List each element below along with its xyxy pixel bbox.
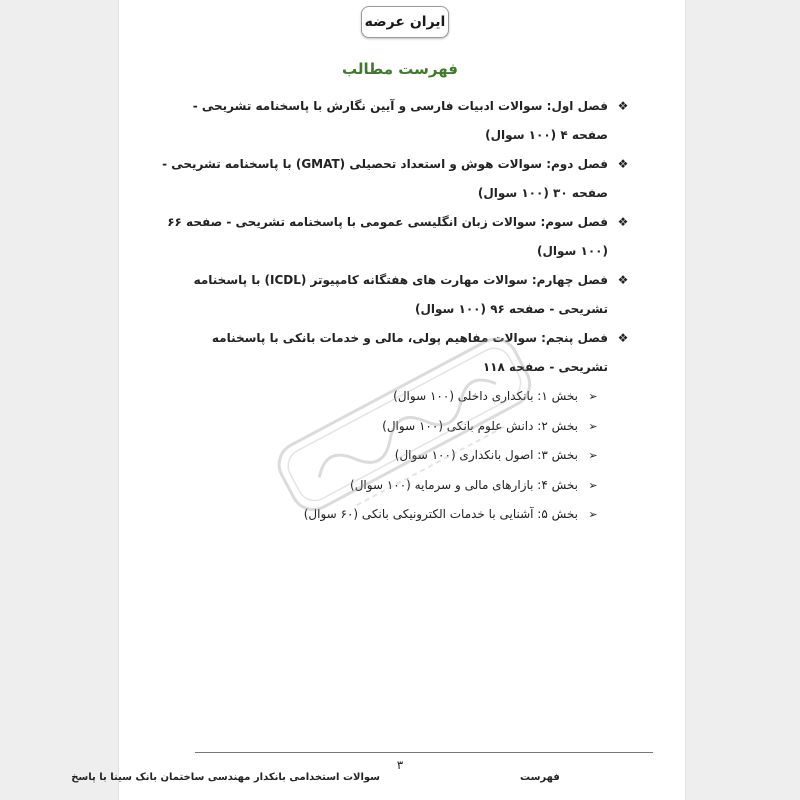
footer-section-label: فهرست — [520, 772, 560, 783]
section-2 — [162, 412, 602, 442]
arrow-bullet-icon: ➢ — [588, 449, 598, 462]
diamond-bullet-icon: ❖ — [617, 215, 629, 229]
section-1 — [162, 382, 602, 412]
section-4 — [162, 471, 602, 501]
chapter-text: فصل دوم: سوالات هوش و استعداد تحصیلی (GMAT) با پاسخنامه تشریحی - صفحه ۳۰ (۱۰۰ سوال) — [162, 157, 608, 200]
section-5 — [162, 500, 602, 530]
chapter-4 — [162, 266, 632, 324]
toc-title: فهرست مطالب — [342, 60, 458, 78]
arrow-bullet-icon: ➢ — [588, 508, 598, 521]
chapter-5 — [162, 324, 632, 382]
chapter-text: فصل سوم: سوالات زبان انگلیسی عمومی با پاسخنامه تشریحی - صفحه ۶۶ (۱۰۰ سوال) — [167, 215, 608, 258]
footer-divider — [195, 752, 653, 753]
diamond-bullet-icon: ❖ — [617, 273, 629, 287]
chapter-2 — [162, 150, 632, 208]
chapter-text: فصل چهارم: سوالات مهارت های هفتگانه کامپیوتر (ICDL) با پاسخنامه تشریحی - صفحه ۹۶ (۱۰۰ سوال) — [193, 273, 608, 316]
chapter-text: فصل اول: سوالات ادبیات فارسی و آیین نگارش با پاسخنامه تشریحی - صفحه ۴ (۱۰۰ سوال) — [192, 99, 608, 142]
logo — [361, 6, 449, 38]
arrow-bullet-icon: ➢ — [588, 390, 598, 403]
table-of-contents — [162, 92, 632, 530]
section-text: بخش ۴: بازارهای مالی و سرمایه (۱۰۰ سوال) — [350, 477, 578, 492]
arrow-bullet-icon: ➢ — [588, 478, 598, 492]
diamond-bullet-icon: ❖ — [617, 157, 629, 171]
arrow-bullet-icon: ➢ — [588, 419, 598, 433]
chapter-3 — [162, 208, 632, 266]
chapter-1 — [162, 92, 632, 150]
logo-text: ایران عرضه — [364, 14, 446, 30]
section-text: بخش ۲: دانش علوم بانکی (۱۰۰ سوال) — [382, 418, 578, 433]
footer-document-title: سوالات استخدامی بانکدار مهندسی ساختمان بانک سینا با پاسخ — [71, 772, 380, 783]
section-text: بخش ۵: آشنایی با خدمات الکترونیکی بانکی (۶۰ سوال) — [303, 507, 578, 521]
section-text: بخش ۳: اصول بانکداری (۱۰۰ سوال) — [394, 448, 578, 462]
section-3 — [162, 441, 602, 471]
section-text: بخش ۱: بانکداری داخلی (۱۰۰ سوال) — [393, 389, 578, 403]
page-number: ۳ — [396, 758, 404, 772]
diamond-bullet-icon: ❖ — [617, 99, 629, 113]
diamond-bullet-icon: ❖ — [617, 331, 629, 345]
chapter-text: فصل پنجم: سوالات مفاهیم پولی، مالی و خدمات بانکی با پاسخنامه تشریحی - صفحه ۱۱۸ — [211, 331, 608, 374]
